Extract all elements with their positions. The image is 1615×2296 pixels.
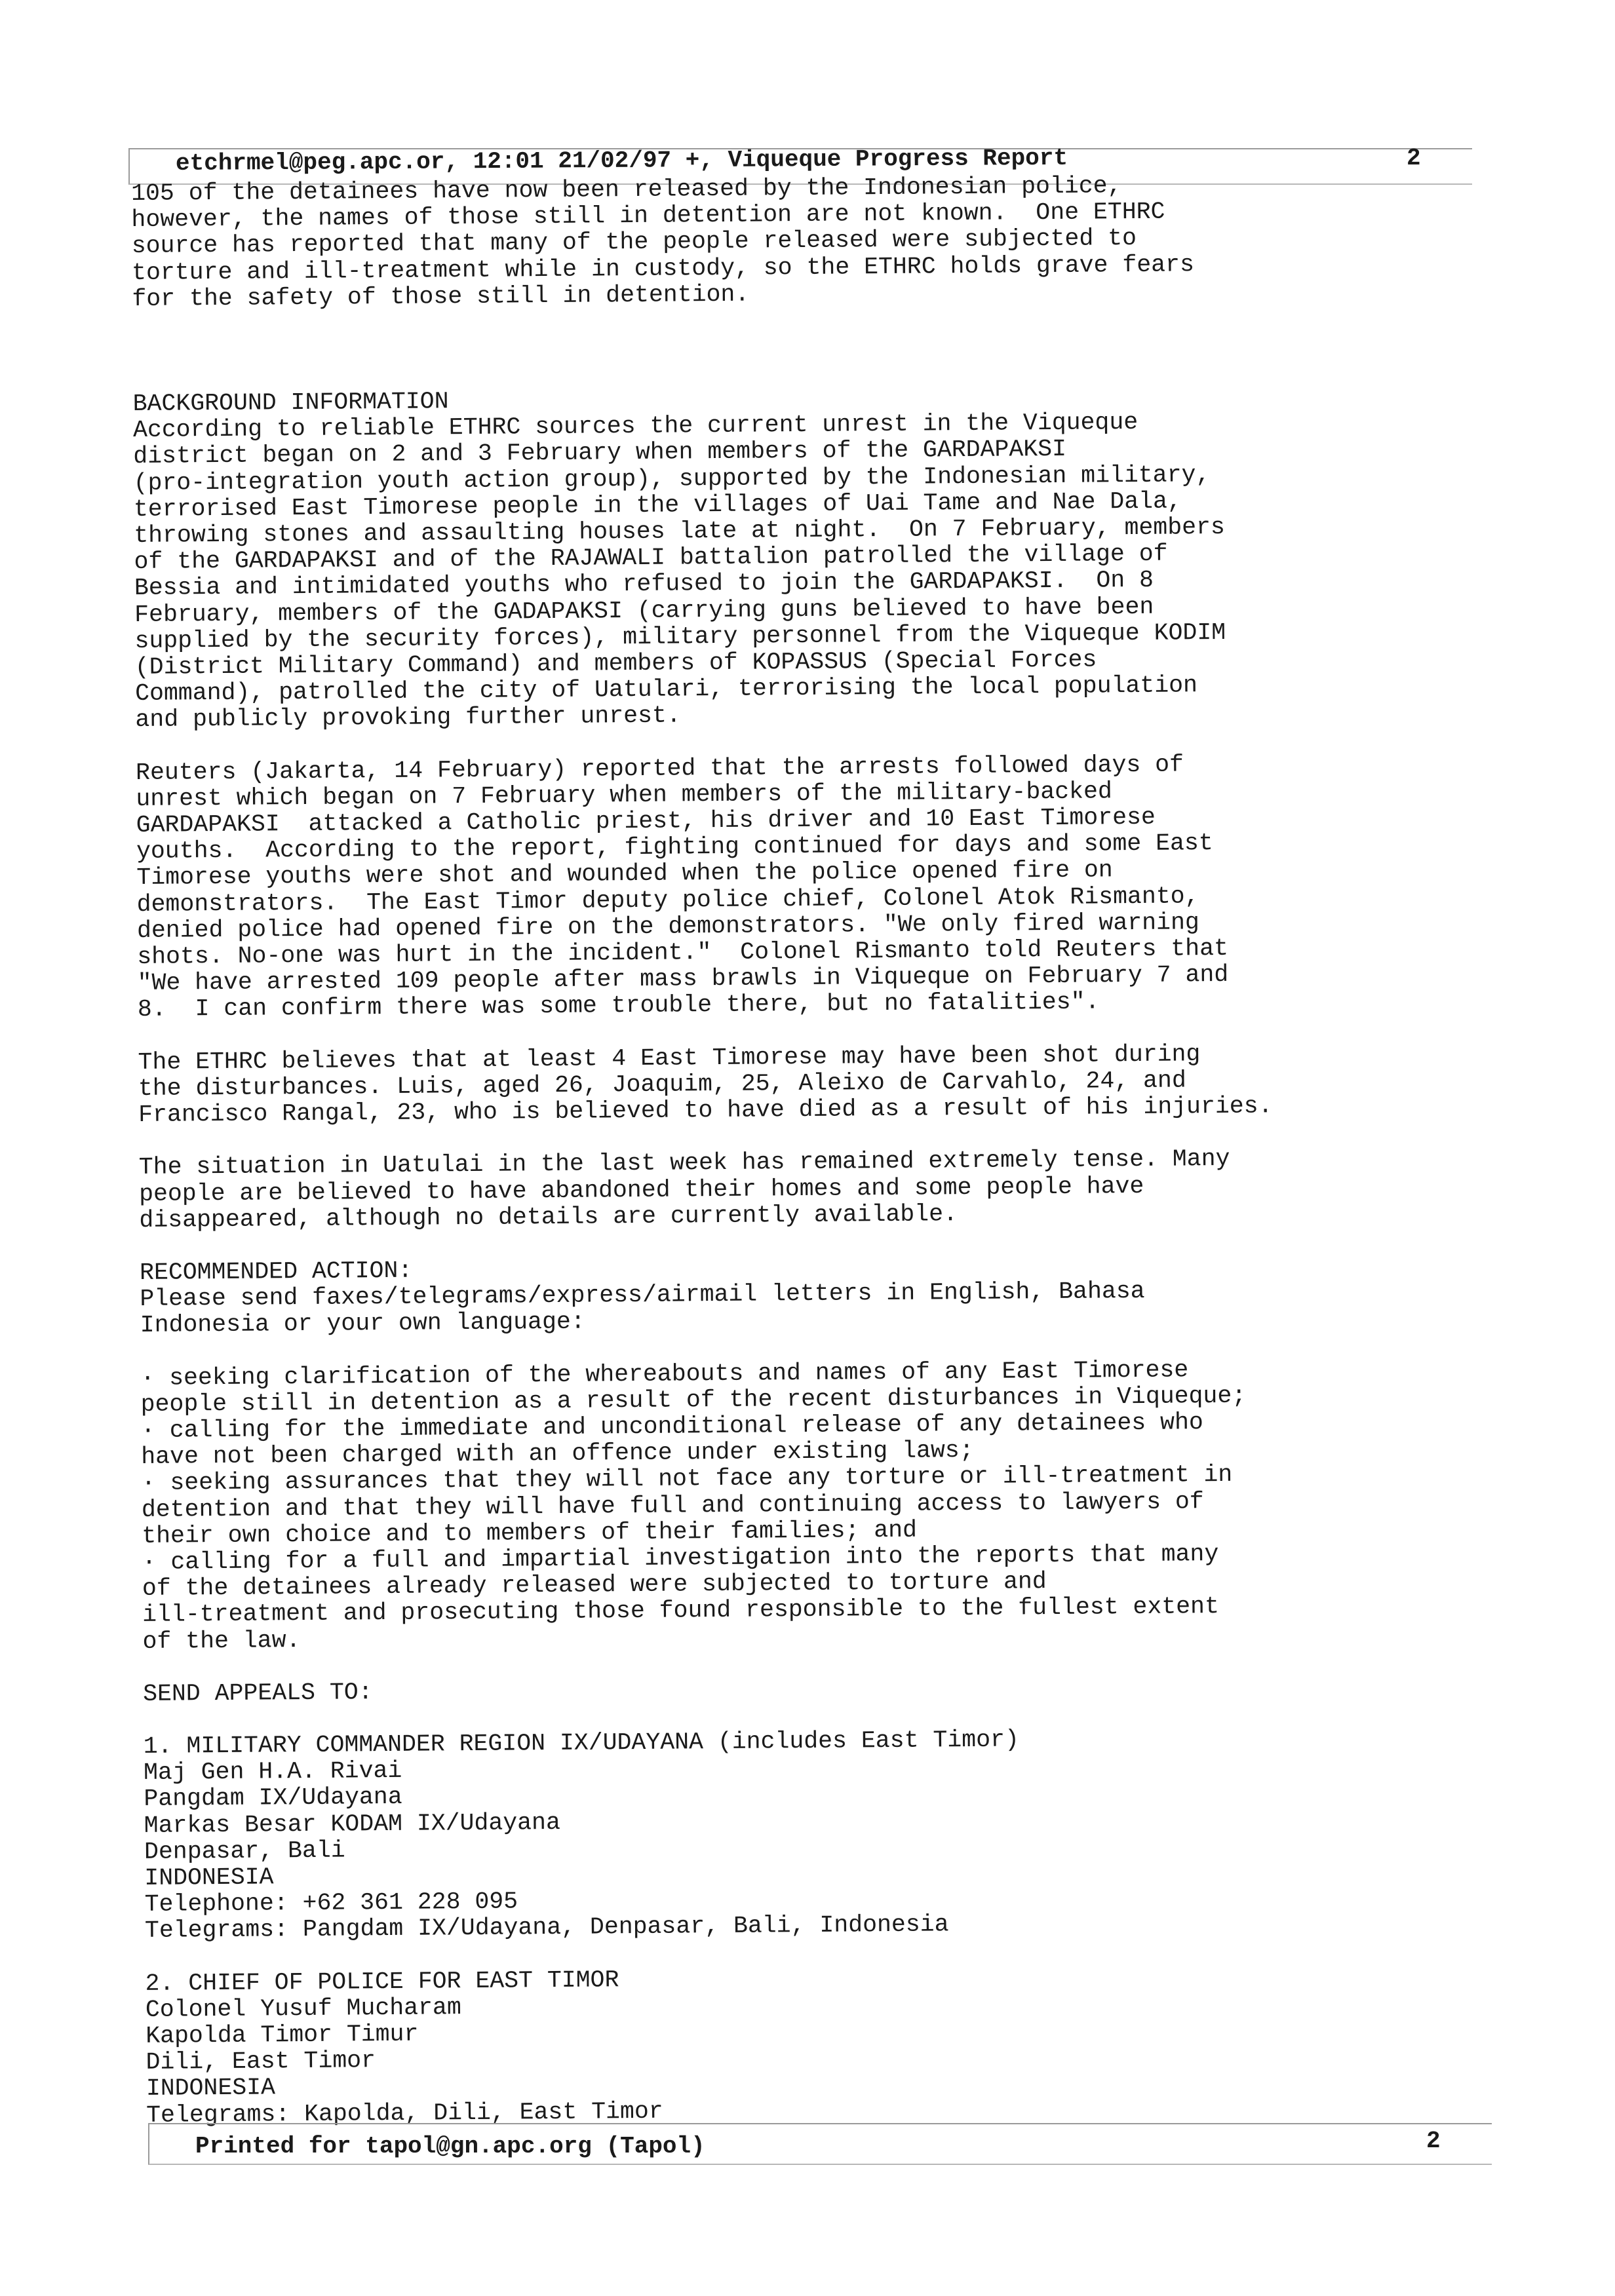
text-line: source has reported that many of the people released were subjected to [131,225,1137,260]
address-line: INDONESIA [144,1864,274,1892]
address-line: Kapolda Timor Timur [146,2020,419,2050]
text-line: terrorised East Timorese people in the villages of Uai Tame and Nae Dala, [133,488,1182,523]
address-line: Dili, East Timor [146,2047,376,2076]
text-line: Francisco Rangal, 23, who is believed to have died as a result of his injuries. [138,1092,1273,1129]
text-line: of the GARDAPAKSI and of the RAJAWALI battalion patrolled the village of [134,540,1168,576]
text-line: Reuters (Jakarta, 14 February) reported that the arrests followed days of [135,751,1184,786]
address-line: Maj Gen H.A. Rivai [143,1757,402,1787]
text-line: torture and ill-treatment while in custody, so the ETHRC holds grave fears [131,250,1195,286]
bullet-line: of the law. [142,1626,301,1655]
text-line: the disturbances. Luis, aged 26, Joaquim, 25, Aleixo de Carvahlo, 24, and [138,1067,1186,1102]
address-line: Pangdam IX/Udayana [144,1784,402,1813]
text-line: Indonesia or your own language: [140,1308,585,1339]
text-line: (District Military Command) and members of KOPASSUS (Special Forces [134,646,1097,681]
text-line: and publicly provoking further unrest. [135,702,681,734]
text-line: however, the names of those still in detention are not known. One ETHRC [131,198,1165,234]
action-bullet-list [140,1354,1492,1655]
ethrc-believes-paragraph [138,1039,1489,1128]
bullet-line: of the detainees already released were subjected to torture and [142,1568,1047,1603]
text-line: Please send faxes/telegrams/express/airmail letters in English, Bahasa [140,1278,1145,1313]
page-number-top: 2 [1407,145,1421,172]
text-line: Timorese youths were shot and wounded when the police opened fire on [136,856,1113,892]
address-line: Telegrams: Kapolda, Dili, East Timor [146,2097,663,2129]
bullet-line: · seeking clarification of the whereabouts and names of any East Timorese [140,1356,1189,1392]
text-line: Command), patrolled the city of Uatulari, terrorising the local population [134,672,1198,708]
text-line: 105 of the detainees have now been released by the Indonesian police, [130,172,1122,207]
text-line: February, members of the GADAPAKSI (carrying guns believed to have been [134,593,1154,628]
text-line: The ETHRC believes that at least 4 East Timorese may have been shot during [138,1040,1201,1076]
text-line: (pro-integration youth action group), supported by the Indonesian military, [133,461,1211,497]
text-line: The situation in Uatulai in the last week has remained extremely tense. Many [138,1145,1230,1181]
text-line: supplied by the security forces), military personnel from the Viqueque KODIM [134,619,1226,655]
send-appeals-heading: SEND APPEALS TO: [142,1678,373,1708]
section-heading: RECOMMENDED ACTION: [139,1257,413,1286]
bullet-line: · calling for the immediate and unconditional release of any detainees who [140,1409,1203,1444]
address-line: Markas Besar KODAM IX/Udayana [144,1808,561,1839]
address-chief-of-police [145,1960,1496,2128]
text-line: Bessia and intimidated youths who refused to join the GARDAPAKSI. On 8 [134,567,1154,602]
address-line: Colonel Yusuf Mucharam [145,1993,461,2023]
text-line: throwing stones and assaulting houses late at night. On 7 February, members [134,513,1226,550]
bullet-line: · seeking assurances that they will not face any torture or ill-treatment in [141,1461,1233,1497]
address-line: INDONESIA [146,2074,276,2103]
bullet-line: · calling for a full and impartial investigation into the reports that many [142,1540,1219,1576]
text-line: unrest which began on 7 February when members of the military-backed [136,778,1112,813]
text-line: According to reliable ETHRC sources the current unrest in the Viqueque [132,409,1138,444]
bullet-line: their own choice and to members of their families; and [142,1516,918,1550]
bullet-line: have not been charged with an offence under existing laws; [141,1437,974,1471]
footer-line: Printed for tapol@gn.apc.org (Tapol) [195,2133,705,2160]
page-number-bottom: 2 [1426,2128,1441,2154]
recommended-action-section [140,1250,1490,1339]
address-line: Denpasar, Bali [144,1837,345,1866]
bullet-line: people still in detention as a result of the recent disturbances in Viqueque; [140,1382,1247,1418]
intro-paragraph [131,170,1483,313]
document-body [131,170,1496,2129]
text-line: shots. No-one was hurt in the incident." Colonel Rismanto told Reuters that [137,934,1229,971]
address-line: 1. MILITARY COMMANDER REGION IX/UDAYANA (includes East Timor) [143,1726,1020,1760]
text-line: people are believed to have abandoned their homes and some people have [138,1172,1144,1208]
text-line: demonstrators. The East Timor deputy police chief, Colonel Atok Rismanto, [136,882,1199,918]
address-line: 2. CHIEF OF POLICE FOR EAST TIMOR [145,1966,619,1997]
text-line: "We have arrested 109 people after mass brawls in Viqueque on February 7 and [137,961,1229,997]
address-line: Telegrams: Pangdam IX/Udayana, Denpasar, Bali, Indonesia [144,1911,949,1945]
header-line: etchrmel@peg.apc.or, 12:01 21/02/97 +, Viqueque Progress Report [175,144,1068,177]
text-line: denied police had opened fire on the demonstrators. "We only fired warning [136,909,1199,944]
address-line: Telephone: +62 361 228 095 [144,1888,518,1919]
bullet-line: detention and that they will have full and continuing access to lawyers of [141,1487,1204,1523]
reuters-paragraph [136,749,1488,1023]
bullet-line: ill-treatment and prosecuting those found responsible to the fullest extent [142,1593,1220,1629]
background-section [133,381,1486,734]
text-line: for the safety of those still in detention. [132,280,750,313]
text-line: 8. I can confirm there was some trouble there, but no fatalities". [137,988,1100,1024]
text-line: GARDAPAKSI attacked a Catholic priest, his driver and 10 East Timorese [136,803,1156,839]
address-military-commander [144,1723,1495,1945]
situation-paragraph [139,1144,1490,1234]
text-line: district began on 2 and 3 February when members of the GARDAPAKSI [133,436,1067,470]
text-line: disappeared, although no details are currently available. [139,1200,958,1234]
text-line: youths. According to the report, fighting continued for days and some East [136,830,1213,866]
section-heading: BACKGROUND INFORMATION [132,388,449,418]
